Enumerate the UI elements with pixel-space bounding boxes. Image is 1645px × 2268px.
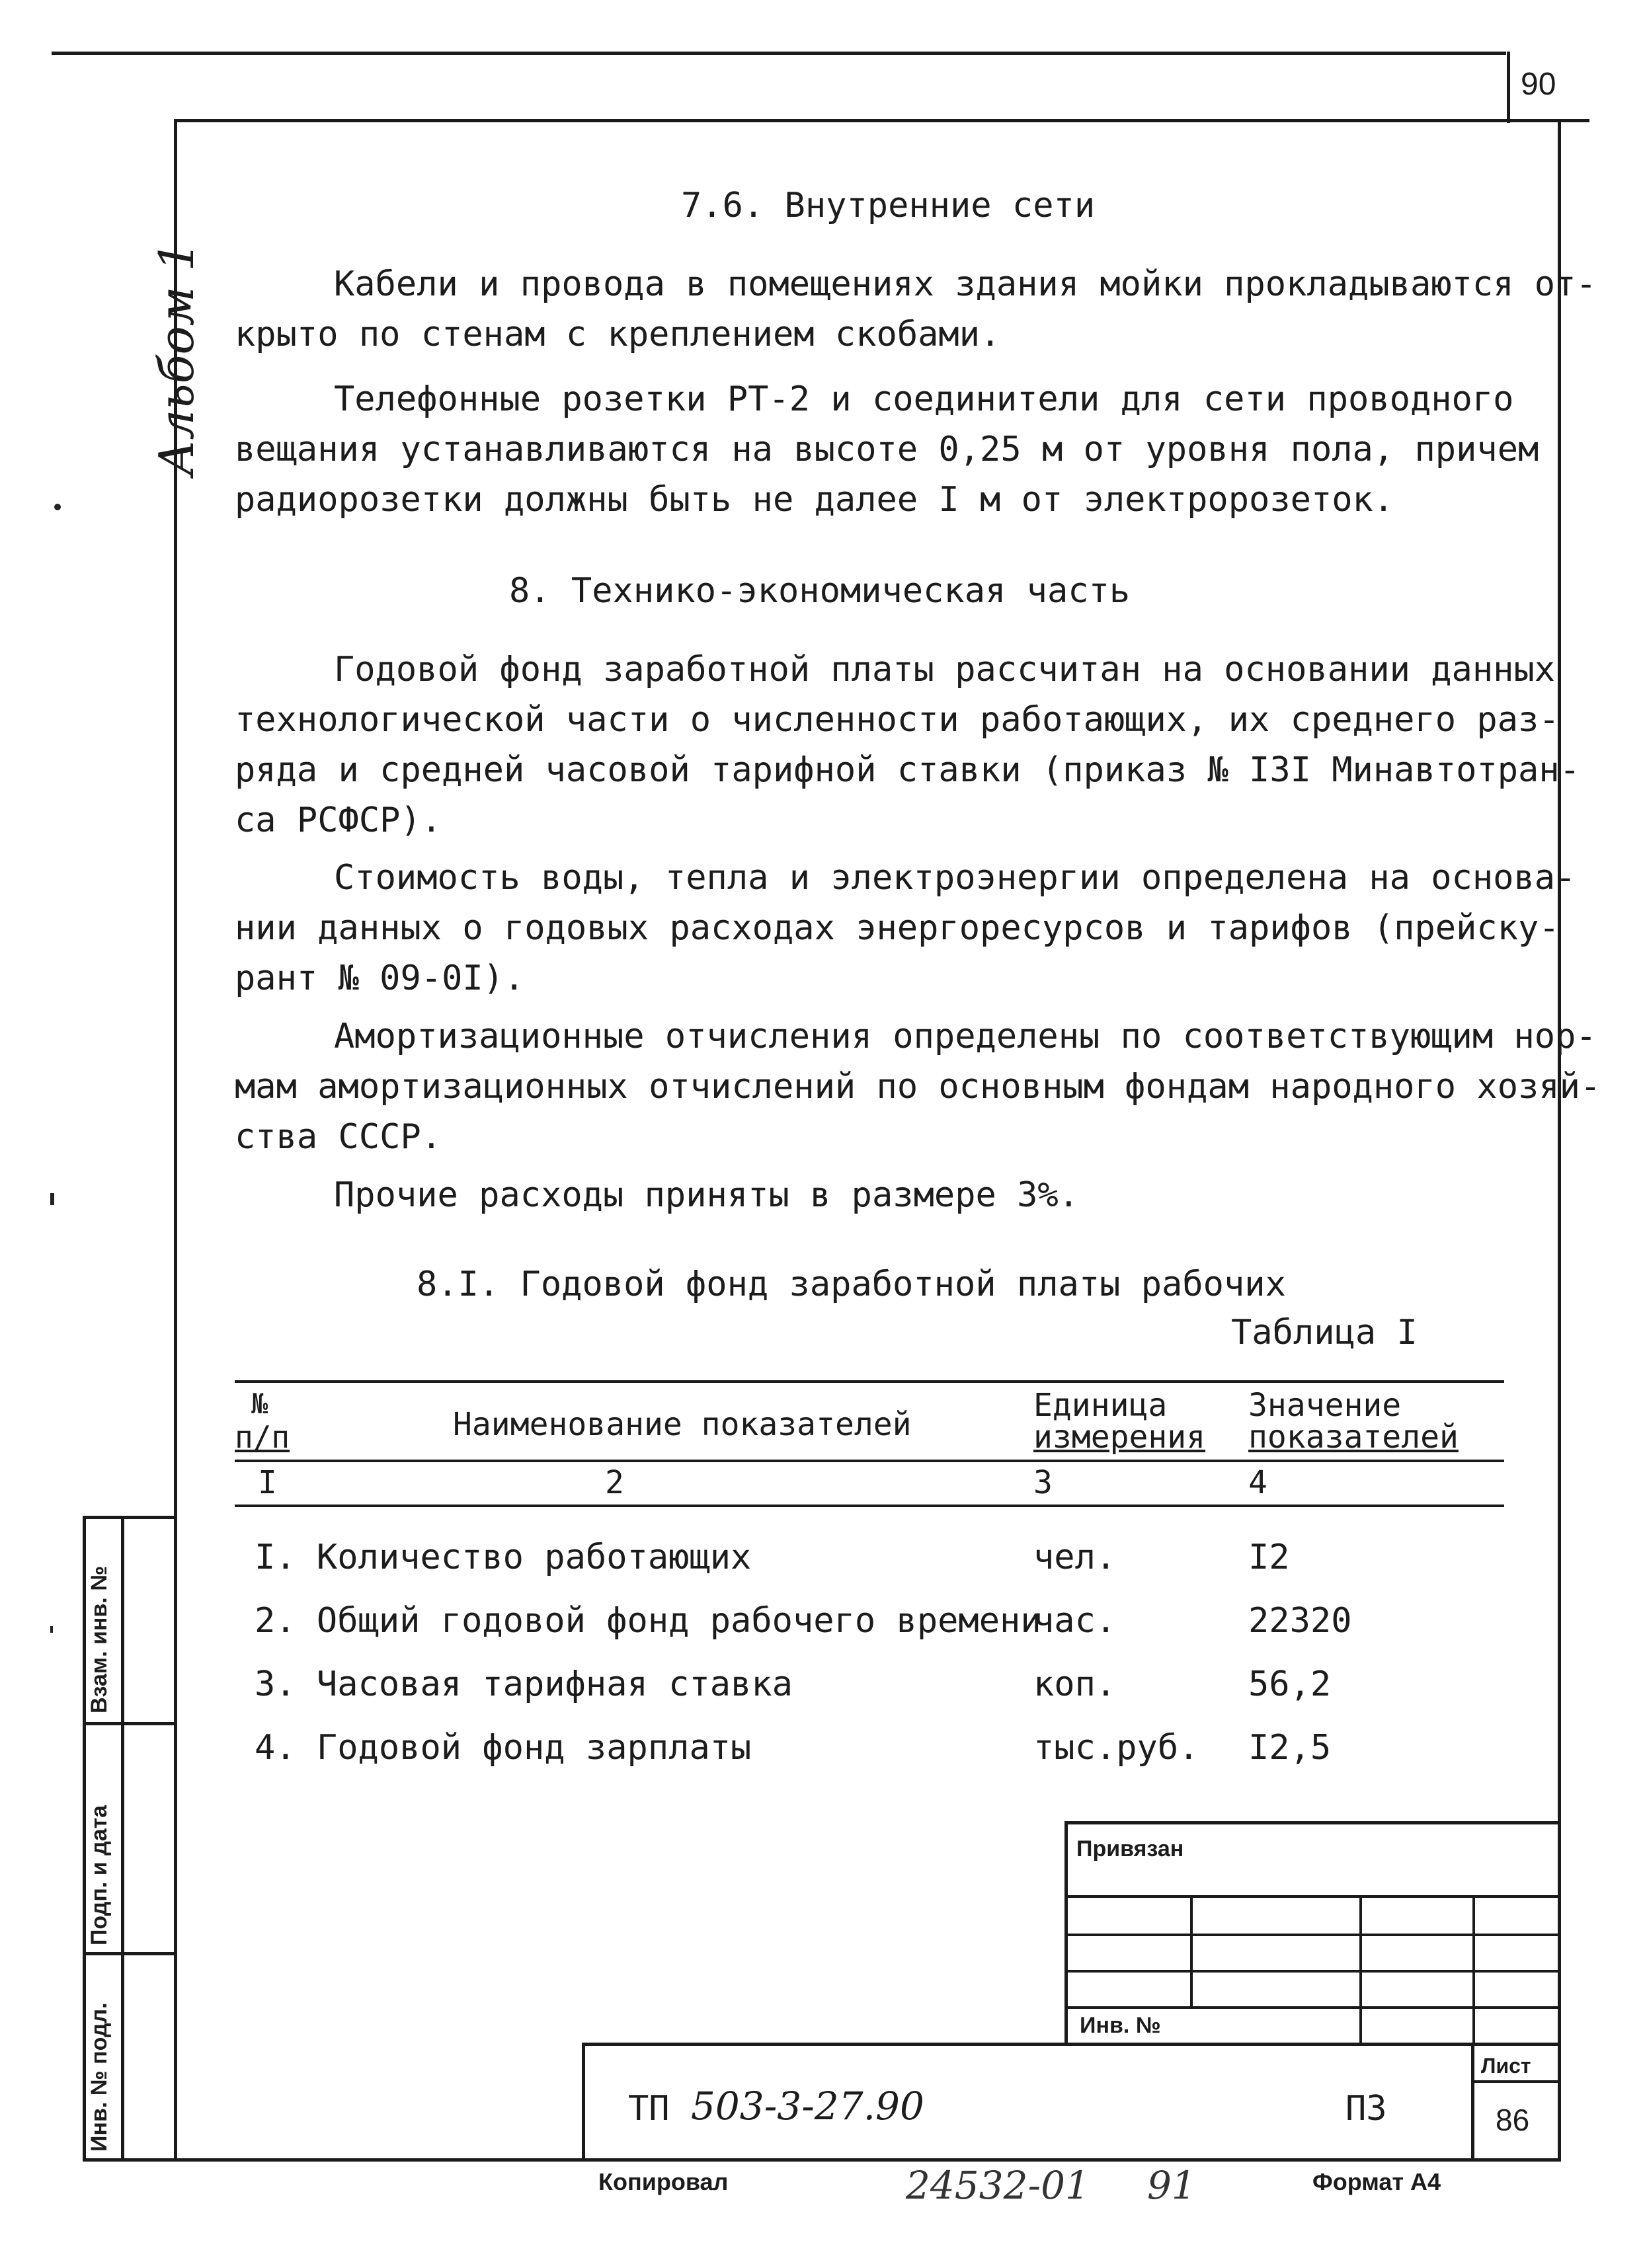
s8-p3-line2: мам амортизационных отчислений по основным фондам народного хозяй- xyxy=(235,1067,1601,1107)
th-value-line2: показателей xyxy=(1248,1419,1459,1456)
tb-row-2 xyxy=(1064,1934,1558,1936)
table-header-rule xyxy=(235,1460,1504,1462)
tb-privyazan-label: Привязан xyxy=(1076,1836,1184,1861)
table-row-1-value: I2 xyxy=(1248,1538,1290,1577)
footer-kopiroval: Копировал xyxy=(598,2168,729,2195)
section-8-title: 8. Технико-экономическая часть xyxy=(509,571,1131,611)
tb-sheet-label: Лист xyxy=(1481,2054,1531,2078)
th-num-line2: п/п xyxy=(235,1419,290,1455)
th-unit-line1: Единица xyxy=(1033,1387,1168,1424)
th-name: Наименование показателей xyxy=(453,1406,912,1443)
margin-mark xyxy=(50,1193,54,1205)
s8-p4: Прочие расходы приняты в размере 3%. xyxy=(334,1175,1080,1215)
s8-p3-line3: ства СССР. xyxy=(235,1117,442,1157)
s8-p2-line2: нии данных о годовых расходах энергоресурсов и тарифов (прейску- xyxy=(235,908,1560,948)
tb-col-2 xyxy=(1359,1895,1362,2046)
side-stamp-inv-podl: Инв. № подл. xyxy=(87,2002,112,2152)
table-row-3-unit: коп. xyxy=(1033,1664,1117,1704)
table-row-2-unit: час. xyxy=(1033,1601,1117,1641)
side-stamp-top xyxy=(83,1516,175,1519)
section-8-1-title: 8.I. Годовой фонд заработной платы рабочих xyxy=(417,1265,1286,1304)
table-top-rule xyxy=(235,1380,1504,1383)
side-stamp-div-2 xyxy=(83,1952,175,1955)
side-stamp-outer-left xyxy=(83,1516,86,2162)
frame-bottom xyxy=(83,2158,1561,2162)
table-row-2-value: 22320 xyxy=(1248,1601,1352,1641)
tb-col-3 xyxy=(1472,1895,1475,2046)
table-row-1-unit: чел. xyxy=(1033,1538,1117,1577)
s76-p2-line1: Телефонные розетки РТ-2 и соединители для сети проводного xyxy=(334,379,1514,419)
table-colnum-1: I xyxy=(258,1464,277,1501)
tb-sheet-number: 86 xyxy=(1496,2103,1530,2137)
table-row-3-name: 3. Часовая тарифная ставка xyxy=(255,1664,793,1704)
margin-mark-2 xyxy=(50,1626,53,1633)
tb-inv-no-label: Инв. № xyxy=(1080,2013,1161,2038)
margin-note-album: Альбом 1 xyxy=(149,241,204,476)
side-stamp-vzam: Взам. инв. № xyxy=(87,1565,112,1713)
frame-right xyxy=(1558,119,1561,2162)
top-rule xyxy=(52,52,1506,55)
tb-main-top xyxy=(582,2043,1558,2046)
margin-dot xyxy=(54,504,61,510)
s8-p2-line3: рант № 09-0I). xyxy=(235,958,525,998)
table-row-4-unit: тыс.руб. xyxy=(1033,1728,1199,1768)
side-stamp-podp: Подп. и дата xyxy=(87,1805,112,1945)
s76-p2-line3: радиорозетки должны быть не далее I м от электророзеток. xyxy=(235,480,1394,520)
frame-top xyxy=(177,119,1566,122)
s76-p2-line2: вещания устанавливаются на высоте 0,25 м от уровня пола, причем xyxy=(235,430,1539,469)
footer-hand-number: 24532-01 xyxy=(906,2163,1090,2208)
th-value-line1: Значение xyxy=(1248,1387,1402,1424)
footer-format: Формат А4 xyxy=(1312,2168,1441,2195)
page-number: 90 xyxy=(1521,67,1556,102)
tb-doc-type: ПЗ xyxy=(1345,2089,1387,2129)
tb-sheet-divider xyxy=(1471,2080,1558,2083)
section-7-6-title: 7.6. Внутренние сети xyxy=(681,186,1096,225)
table-row-4-name: 4. Годовой фонд зарплаты xyxy=(255,1728,752,1768)
table-caption: Таблица I xyxy=(1231,1313,1418,1352)
table-row-3-value: 56,2 xyxy=(1248,1664,1332,1704)
s8-p3-line1: Амортизационные отчисления определены по соответствующим нор- xyxy=(334,1017,1597,1056)
table-colnum-4: 4 xyxy=(1248,1464,1267,1501)
tb-privyazan-top xyxy=(1064,1821,1558,1824)
s8-p1-line4: са РСФСР). xyxy=(235,801,442,840)
s8-p2-line1: Стоимость воды, тепла и электроэнергии определена на основа- xyxy=(334,858,1576,898)
table-row-2-name: 2. Общий годовой фонд рабочего времени xyxy=(255,1601,1041,1641)
tb-col-1 xyxy=(1190,1895,1193,2006)
table-row-1-name: I. Количество работающих xyxy=(255,1538,752,1577)
s76-p1-line2: крыто по стенам с креплением скобами. xyxy=(235,315,1001,354)
table-colnum-2: 2 xyxy=(605,1464,624,1501)
tb-row-1 xyxy=(1064,1895,1558,1898)
tb-doc-code-hand: 503-3-27.90 xyxy=(691,2084,924,2129)
s8-p1-line1: Годовой фонд заработной платы рассчитан на основании данных xyxy=(334,650,1556,689)
tb-doc-code-prefix: ТП xyxy=(628,2089,670,2129)
table-colnum-3: 3 xyxy=(1033,1464,1053,1501)
table-row-4-value: I2,5 xyxy=(1248,1728,1332,1768)
s8-p1-line3: ряда и средней часовой тарифной ставки (приказ № I3I Минавтотран- xyxy=(235,750,1580,790)
s76-p1-line1: Кабели и провода в помещениях здания мойки прокладываются от- xyxy=(334,264,1597,304)
tb-row-3 xyxy=(1064,1970,1558,1973)
th-unit-line2: измерения xyxy=(1033,1419,1206,1456)
tb-main-left xyxy=(582,2043,585,2162)
page-number-box-left xyxy=(1507,52,1510,123)
tb-sheet-left xyxy=(1471,2043,1474,2162)
side-stamp-div-1 xyxy=(83,1722,175,1725)
side-stamp-inner-left xyxy=(121,1516,124,2162)
th-num-line1: № xyxy=(251,1388,268,1420)
s8-p1-line2: технологической части о численности работающих, их среднего раз- xyxy=(235,700,1560,740)
table-colnum-rule xyxy=(235,1505,1504,1507)
tb-row-4 xyxy=(1064,2006,1558,2009)
footer-hand-page: 91 xyxy=(1147,2163,1196,2208)
